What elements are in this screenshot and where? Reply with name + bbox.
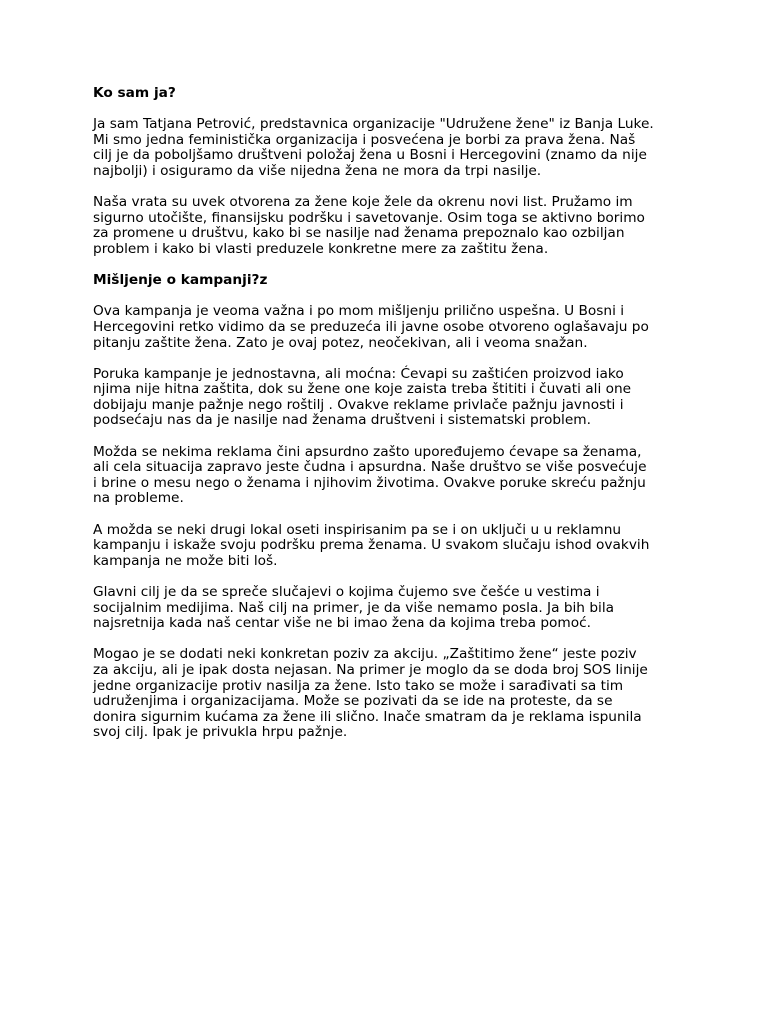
paragraph-line: za akciju, ali je ipak dosta nejasan. Na primer je moglo da se doda broj SOS linije [93,661,648,678]
paragraph-line: Mi smo jedna feministička organizacija i posvećena je borbi za prava žena. Naš [93,131,636,148]
paragraph-line: njima nije hitna zaštita, dok su žene one koje zaista treba štititi i čuvati ali one [93,381,632,398]
paragraph-line: sigurno utočište, finansijsku podršku i savetovanje. Osim toga se aktivno borimo [93,209,645,226]
paragraph-line: donira sigurnim kućama za žene ili slično. Inače smatram da je reklama ispunila [93,708,642,725]
paragraph-line: Ova kampanja je veoma važna i po mom mišljenju prilično uspešna. U Bosni i [93,303,625,320]
paragraph [93,117,683,179]
spacer [93,289,683,305]
paragraph-line: Mogao je se dodati neki konkretan poziv za akciju. „Zaštitimo žene“ jeste poziv [93,646,637,663]
paragraph-line: Ja sam Tatjana Petrović, predstavnica organizacije "Udružene žene" iz Banja Luke. [93,116,654,133]
spacer [93,351,683,367]
paragraph-line: Naša vrata su uvek otvorena za žene koje žele da okrenu novi list. Pružamo im [93,194,633,211]
paragraph-line: Glavni cilj je da se spreče slučajevi o kojima čujemo sve češće u vestima i [93,584,600,600]
spacer [93,102,683,118]
paragraph [93,647,683,741]
paragraph-line: svoj cilj. Ipak je privukla hrpu pažnje. [93,724,348,741]
paragraph [93,445,683,507]
paragraph-line: pitanju zaštite žena. Zato je ovaj potez, neočekivan, ali i veoma snažan. [93,334,588,351]
paragraph-line: najsretnija kada naš centar više ne bi imao žena da kojima treba pomoć. [93,615,591,632]
paragraph-line: Možda se nekima reklama čini apsurdno zašto upoređujemo ćevape sa ženama, [93,443,642,460]
paragraph [93,304,683,351]
paragraph-line: najbolji) i osiguramo da više nijedna žena ne mora da trpi nasilje. [93,162,542,179]
heading-misljenje: Mišljenje o kampanji?z [93,272,268,289]
spacer [93,741,683,757]
heading-ko-sam-ja: Ko sam ja? [93,85,176,101]
paragraph-line: za promene u društvu, kako bi se nasilje nad ženama prepoznalo kao ozbiljan [93,225,625,242]
opinion-section [93,304,683,756]
paragraph-line: kampanja ne može biti loš. [93,552,278,569]
spacer [93,258,683,274]
paragraph-line: Hercegovini retko vidimo da se preduzeća ili javne osobe otvoreno oglašavaju po [93,318,649,335]
paragraph [93,585,683,632]
paragraph-line: cilj je da poboljšamo društveni položaj žena u Bosni i Hercegovini (znamo da nije [93,147,647,164]
spacer [93,632,683,648]
paragraph-line: udruženjima i organizacijama. Može se pozivati da se ide na proteste, da se [93,693,613,710]
paragraph-line: ali cela situacija zapravo jeste čudna i apsurdna. Naše društvo se više posvećuje [93,459,647,476]
paragraph-line: Poruka kampanje je jednostavna, ali moćna: Ćevapi su zaštićen proizvod iako [93,365,624,382]
paragraph [93,523,683,570]
paragraph [93,367,683,429]
intro-section [93,117,683,273]
paragraph-line: jedne organizacije protiv nasilja za žene. Isto tako se može i sarađivati sa tim [93,677,624,694]
paragraph-line: problem i kako bi vlasti preduzele konkretne mere za zaštitu žena. [93,240,549,257]
spacer [93,569,683,585]
paragraph-line: dobijaju manje pažnje nego roštilj . Ovakve reklame privlače pažnju javnosti i [93,396,624,413]
paragraph-line: na probleme. [93,490,184,507]
document-page [93,86,683,757]
spacer [93,180,683,196]
paragraph [93,195,683,257]
paragraph-line: podsećaju nas da je nasilje nad ženama društveni i sistematski problem. [93,412,591,429]
spacer [93,429,683,445]
spacer [93,507,683,523]
paragraph-line: socijalnim medijima. Naš cilj na primer, je da više nemamo posla. Ja bih bila [93,599,615,616]
paragraph-line: i brine o mesu nego o ženama i njihovim životima. Ovakve poruke skreću pažnju [93,474,646,491]
paragraph-line: kampanju i iskaže svoju podršku prema ženama. U svakom slučaju ishod ovakvih [93,537,650,554]
paragraph-line: A možda se neki drugi lokal oseti inspirisanim pa se i on uključi u u reklamnu [93,521,622,538]
